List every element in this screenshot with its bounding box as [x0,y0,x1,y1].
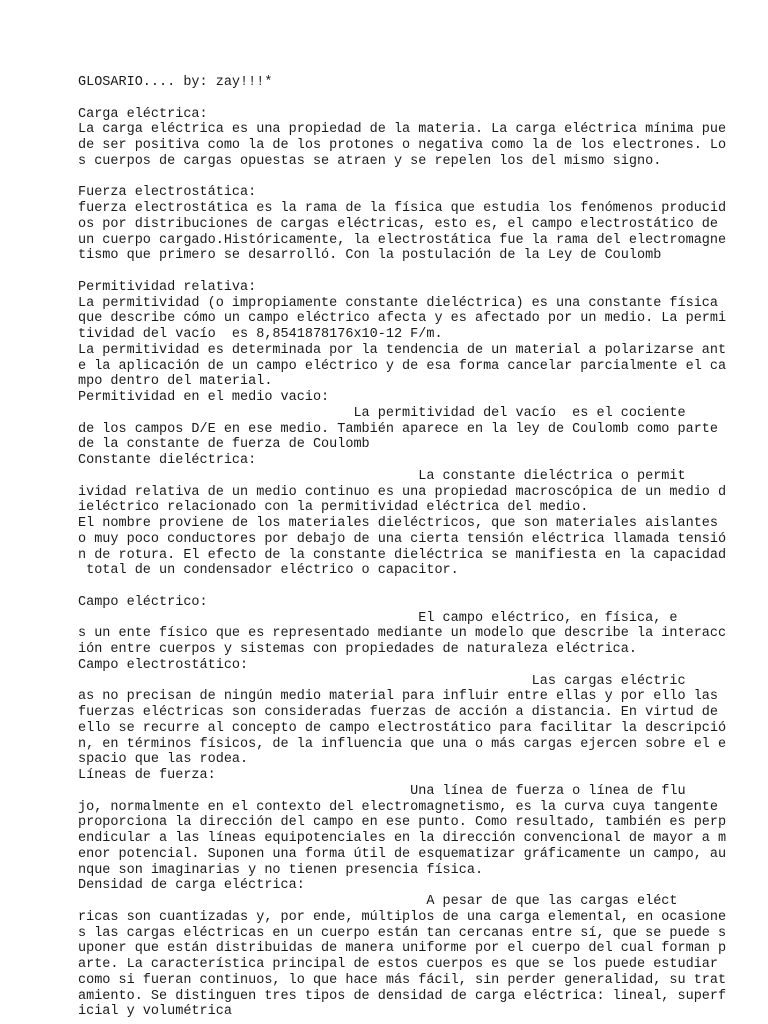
text-line [78,264,758,280]
text-line: o muy poco conductores por debajo de una cierta tensión eléctrica llamada tensió [78,531,727,547]
text-line: como si fueran continuos, lo que hace más fácil, sin perder generalidad, su trat [78,972,727,988]
text-line: Campo eléctrico: [78,594,208,610]
text-line: La permitividad del vacío es el cociente [78,405,686,421]
text-line: Densidad de carga eléctrica: [78,878,305,894]
text-line: un cuerpo cargado.Históricamente, la electrostática fue la rama del electromagne [78,232,727,248]
text-line: que describe cómo un campo eléctrico afecta y es afectado por un medio. La permi [78,311,727,327]
text-line: amiento. Se distinguen tres tipos de densidad de carga eléctrica: lineal, superf [78,988,727,1004]
text-line: enor potencial. Suponen una forma útil de esquematizar gráficamente un campo, au [78,846,727,862]
text-line: de ser positiva como la de los protones o negativa como la de los electrones. Lo [78,138,727,153]
text-line: ello se recurre al concepto de campo electrostático para facilitar la descripció [78,720,727,736]
text-line: proporciona la dirección del campo en ese punto. Como resultado, también es perp [78,815,727,831]
text-line: Campo electrostático: [78,657,249,673]
text-line: A pesar de que las cargas eléct [78,894,678,909]
text-line: El nombre proviene de los materiales dieléctricos, que son materiales aislantes [78,516,719,531]
text-line: nque son imaginarias y no tienen presencia física. [78,862,484,878]
text-line: jo, normalmente en el contexto del electromagnetismo, es la curva cuya tangente [78,799,719,815]
text-line: Fuerza electrostática: [78,185,257,201]
text-line: Las cargas eléctric [78,673,686,689]
text-line: tismo que primero se desarrolló. Con la postulación de la Ley de Coulomb [78,248,662,264]
text-line: Líneas de fuerza: [78,768,216,783]
text-line: La permitividad (o impropiamente constante dieléctrica) es una constante física [78,295,719,311]
text-line: mpo dentro del material. [78,374,273,390]
text-line: e la aplicación de un campo eléctrico y de esa forma cancelar parcialmente el ca [78,358,727,374]
text-line: fuerzas eléctricas son consideradas fuerzas de acción a distancia. En virtud de [78,705,719,720]
text-line: Constante dieléctrica: [78,453,257,468]
text-line: spacio que las rodea. [78,752,249,768]
text-line: s las cargas eléctricas en un cuerpo están tan cercanas entre sí, que se puede s [78,925,727,941]
text-line: ión entre cuerpos y sistemas con propiedades de naturaleza eléctrica. [78,642,637,657]
document-body [78,75,758,1020]
text-line: Carga eléctrica: [78,106,208,122]
text-line: s un ente físico que es representado mediante un modelo que describe la interacc [78,626,727,642]
document-title: GLOSARIO.... by: zay!!!* [78,75,273,90]
text-line: total de un condensador eléctrico o capacitor. [78,563,459,579]
text-line: de la constante de fuerza de Coulomb [78,437,370,453]
text-line: La constante dieléctrica o permit [78,468,686,484]
text-line: de los campos D/E en ese medio. También aparece en la ley de Coulomb como parte [78,421,719,437]
text-line: os por distribuciones de cargas eléctricas, esto es, el campo electrostático de [78,216,719,232]
text-line: fuerza electrostática es la rama de la física que estudia los fenómenos producid [78,201,727,216]
text-line: n de rotura. El efecto de la constante dieléctrica se manifiesta en la capacidad [78,547,727,563]
text-line: uponer que están distribuidas de manera uniforme por el cuerpo del cual forman p [78,941,727,957]
text-line: tividad del vacío es 8,8541878176x10-12 F/m. [78,327,443,342]
text-line: as no precisan de ningún medio material para influir entre ellas y por ello las [78,689,719,705]
text-line: Permitividad en el medio vacio: [78,390,330,405]
text-line: ricas son cuantizadas y, por ende, múltiplos de una carga elemental, en ocasione [78,909,727,925]
text-line: El campo eléctrico, en física, e [78,610,678,626]
text-line: n, en términos físicos, de la influencia que una o más cargas ejercen sobre el e [78,736,727,752]
text-line: ieléctrico relacionado con la permitividad eléctrica del medio. [78,500,589,516]
text-line: endicular a las líneas equipotenciales en la dirección convencional de mayor a m [78,831,727,846]
text-line [78,91,758,107]
text-line [78,579,758,595]
text-line: ividad relativa de un medio continuo es una propiedad macroscópica de un medio d [78,484,727,500]
text-line: Una línea de fuerza o línea de flu [78,783,686,799]
text-line [78,170,758,186]
text-line: La permitividad es determinada por la tendencia de un material a polarizarse ant [78,342,727,358]
text-line: Permitividad relativa: [78,279,257,295]
text-line: La carga eléctrica es una propiedad de la materia. La carga eléctrica mínima pue [78,122,727,138]
text-line: icial y volumétrica [78,1004,232,1020]
text-line: arte. La característica principal de estos cuerpos es que se los puede estudiar [78,957,719,972]
text-line: s cuerpos de cargas opuestas se atraen y se repelen los del mismo signo. [78,153,662,169]
